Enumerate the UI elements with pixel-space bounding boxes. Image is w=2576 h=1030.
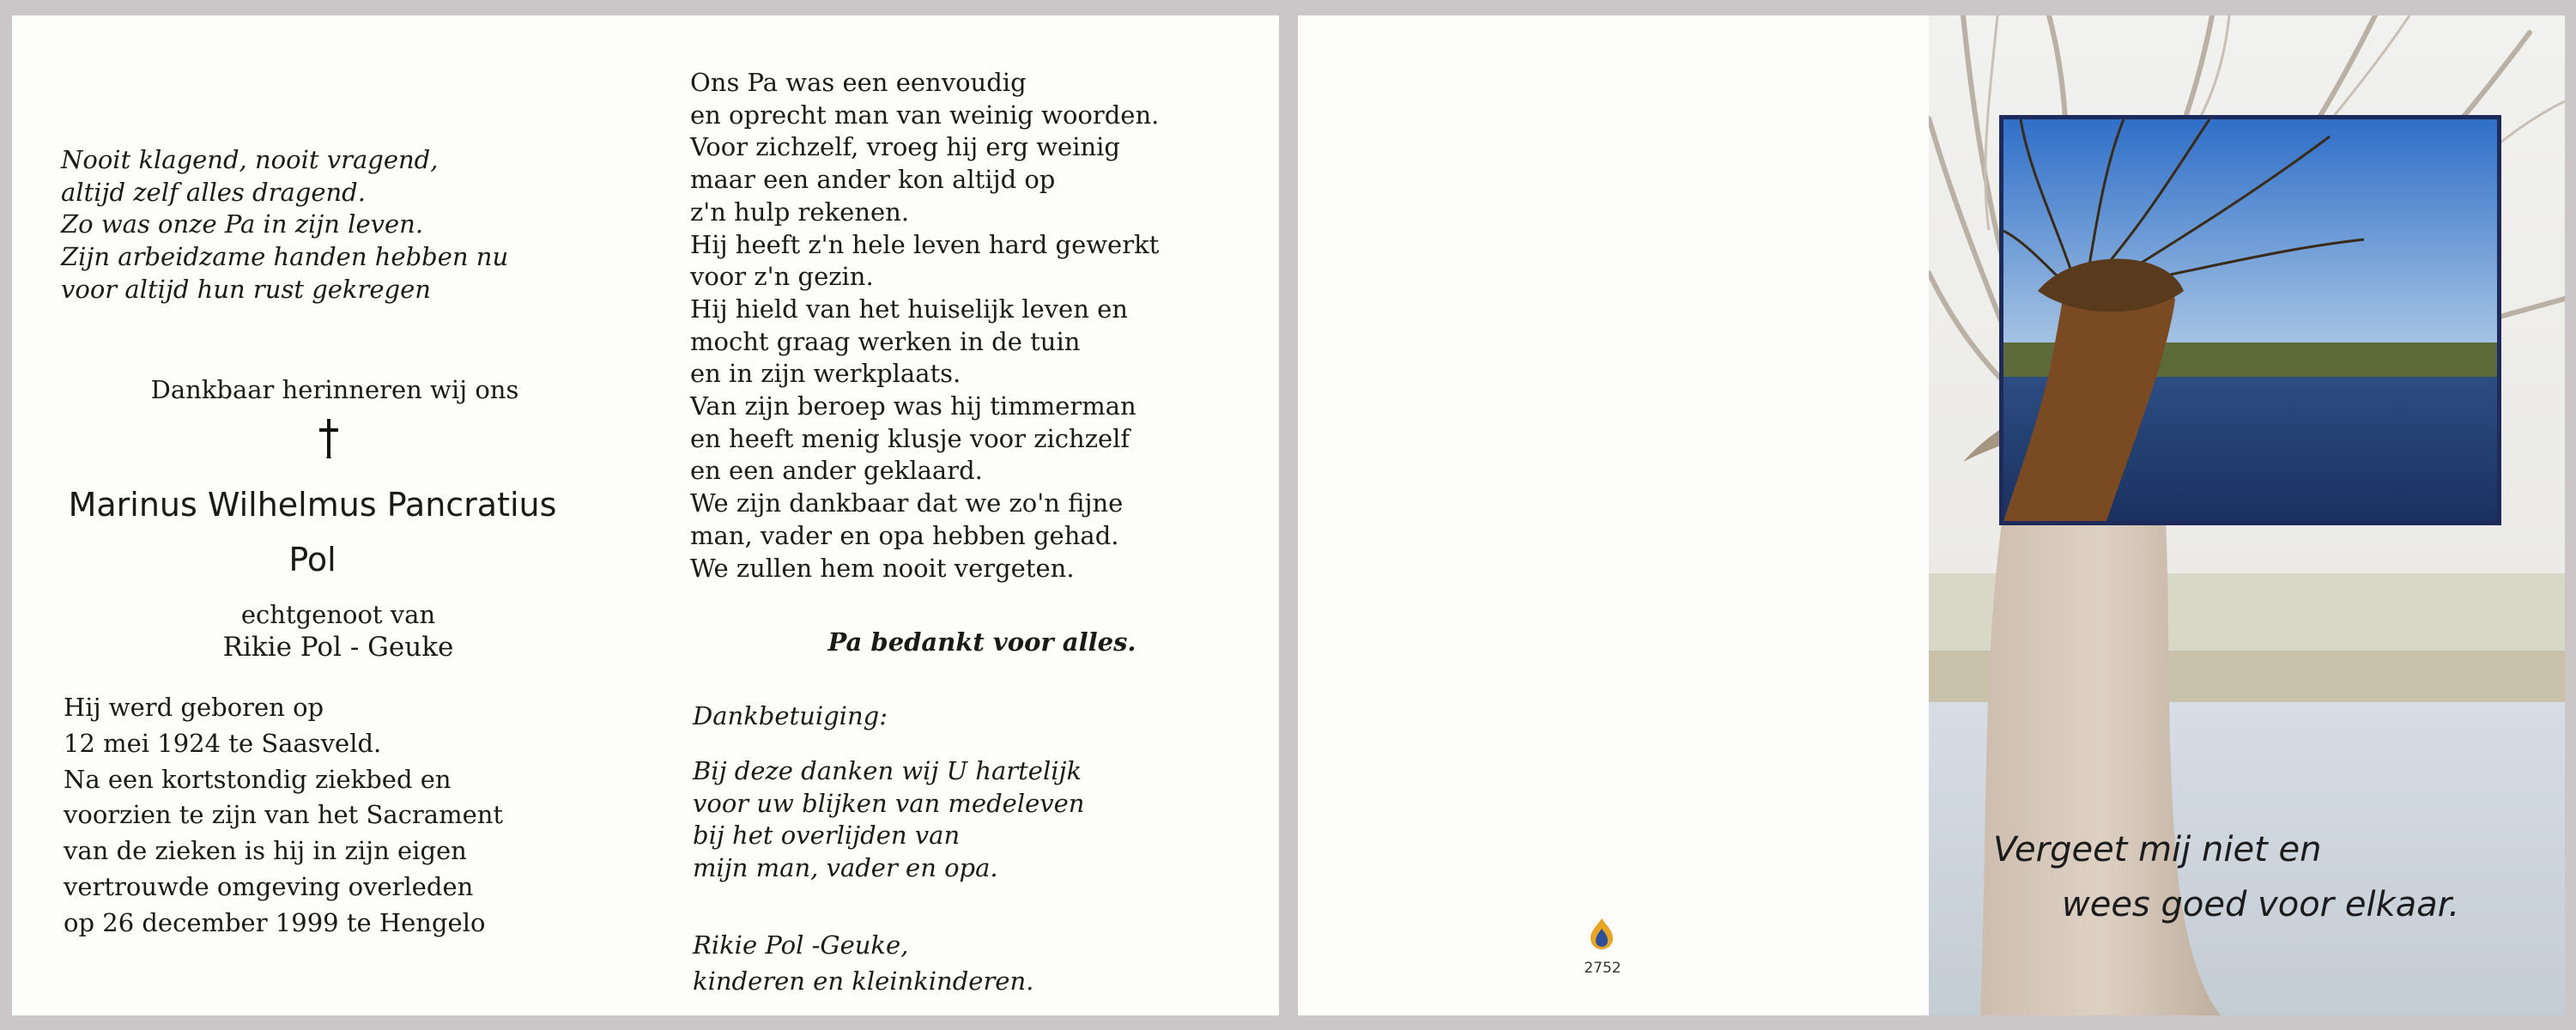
cover-motto (1993, 822, 2459, 932)
inside-spread (12, 15, 1279, 1015)
name-first-line: Marinus Wilhelmus Pancratius (68, 486, 557, 524)
thanks-line: Pa bedankt voor alles. (827, 627, 1136, 657)
family-signoff: Rikie Pol -Geuke, kinderen en kleinkinderen. (693, 930, 1034, 996)
spouse-name: Rikie Pol - Geuke (222, 632, 454, 663)
willow-inset-photo (1999, 115, 2501, 525)
cover-spread (1298, 15, 2565, 1015)
cross-icon (317, 419, 341, 460)
motto-line-2: wees goed voor elkaar. (2062, 885, 2460, 924)
acknowledgement-heading: Dankbetuiging: (693, 701, 888, 730)
remembrance-intro: Dankbaar herinneren wij ons (150, 375, 519, 404)
publisher-logo-icon (1587, 917, 1616, 951)
spouse-label: echtgenoot van (240, 600, 436, 629)
poem: Nooit klagend, nooit vragend, altijd zelf alles dragend. Zo was onze Pa in zijn leven. Zijn arbeidzame handen hebben nu voor altijd hun rust gekregen (61, 145, 509, 304)
print-code: 2752 (1584, 960, 1621, 977)
name-surname: Pol (288, 541, 336, 579)
motto-line-1: Vergeet mij niet en (1993, 830, 2322, 869)
acknowledgement-text: Bij deze danken wij U hartelijk voor uw blijken van medeleven bij het overlijden van mijn man, vader en opa. (693, 756, 1085, 883)
biography: Hij werd geboren op 12 mei 1924 te Saasveld. Na een kortstondig ziekbed en voorzien te zijn van het Sacrament van de zieken is hij in zijn eigen vertrouwde omgeving overleden op 26 december 1999 te Hengelo (64, 693, 504, 937)
tribute-text: Ons Pa was een eenvoudig en oprecht man van weinig woorden. Voor zichzelf, vroeg hij erg weinig maar een ander kon altijd op z'n hulp rekenen. Hij heeft z'n hele leven hard gewerkt voor z'n gezin. Hij hield van het huiselijk leven en mocht graag werken in de tuin en in zijn werkplaats. Van zijn beroep was hij timmerman en heeft menig klusje voor zichzelf en een ander geklaard. We zijn dankbaar dat we zo'n fijne man, vader en opa hebben gehad. We zullen hem nooit vergeten. (690, 68, 1160, 583)
deceased-name (46, 477, 579, 587)
